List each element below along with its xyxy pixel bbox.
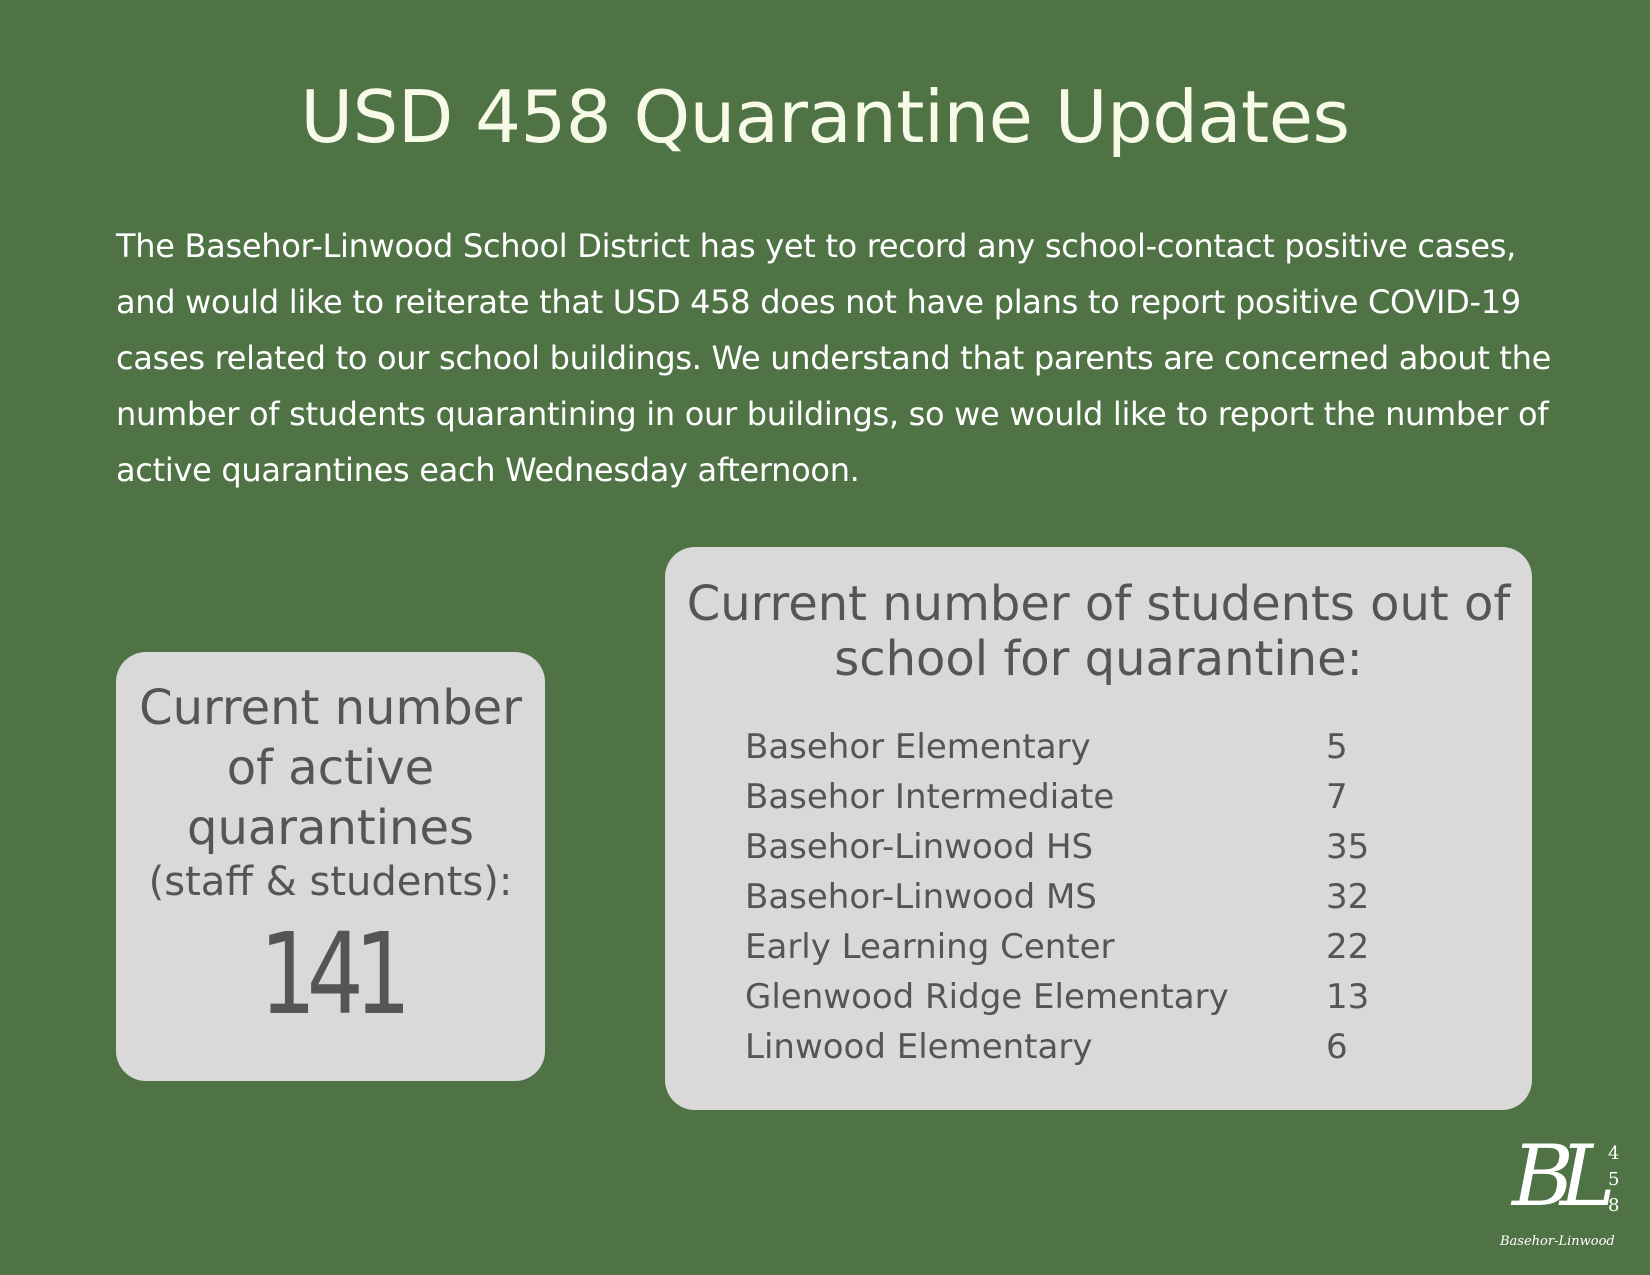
logo-caption: Basehor-Linwood xyxy=(1500,1234,1615,1249)
school-count: 22 xyxy=(1326,927,1370,967)
intro-paragraph: The Basehor-Linwood School District has yet to record any school-contact positive cases, and would like to reiterate that USD 458 does not have plans to report positive COVID-19 cases related to our school buildings. We understand that parents are concerned about the number of students quarantining in our buildings, so we would like to report the number of active quarantines each Wednesday afternoon. xyxy=(116,227,1552,489)
school-count: 7 xyxy=(1326,777,1348,817)
school-row xyxy=(745,872,1445,922)
school-name: Basehor-Linwood MS xyxy=(745,877,1097,917)
active-heading-line-3: quarantines xyxy=(187,800,474,856)
school-row xyxy=(745,722,1445,772)
school-row xyxy=(745,1022,1445,1072)
school-name: Basehor-Linwood HS xyxy=(745,827,1094,867)
school-list xyxy=(745,722,1445,1072)
school-count: 6 xyxy=(1326,1027,1348,1067)
students-quarantine-card xyxy=(665,547,1532,1110)
school-row xyxy=(745,822,1445,872)
active-heading-line-2: of active xyxy=(226,740,435,796)
active-quarantines-value: 141 xyxy=(259,910,402,1040)
school-count: 35 xyxy=(1326,827,1370,867)
school-name: Early Learning Center xyxy=(745,927,1115,967)
district-logo xyxy=(1500,1127,1630,1260)
logo-letters: BL xyxy=(1512,1127,1602,1225)
school-name: Glenwood Ridge Elementary xyxy=(745,977,1229,1017)
school-name: Basehor Intermediate xyxy=(745,777,1115,817)
logo-digit: 5 xyxy=(1608,1169,1620,1190)
logo-digit: 4 xyxy=(1608,1143,1620,1164)
students-heading: Current number of students out of school for quarantine: xyxy=(686,576,1511,687)
school-count: 5 xyxy=(1326,727,1348,767)
school-row xyxy=(745,972,1445,1022)
school-count: 32 xyxy=(1326,877,1370,917)
page-title: USD 458 Quarantine Updates xyxy=(300,75,1350,159)
school-name: Linwood Elementary xyxy=(745,1027,1093,1067)
school-row xyxy=(745,772,1445,822)
active-quarantines-card xyxy=(116,652,545,1081)
school-row xyxy=(745,922,1445,972)
school-count: 13 xyxy=(1326,977,1370,1017)
active-heading-line-1: Current number xyxy=(139,680,522,736)
school-name: Basehor Elementary xyxy=(745,727,1091,767)
logo-digit: 8 xyxy=(1608,1195,1620,1216)
active-subheading: (staff & students): xyxy=(148,859,513,905)
